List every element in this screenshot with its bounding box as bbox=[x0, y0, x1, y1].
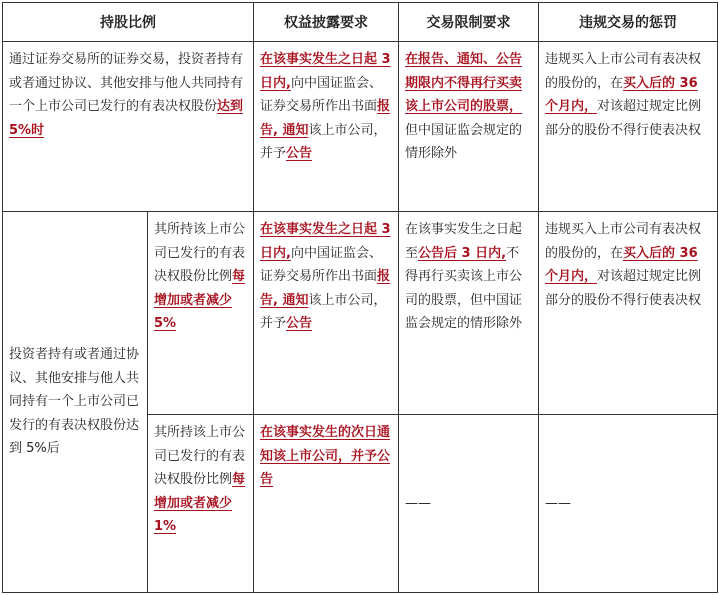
highlight-text: 报告, 通知 bbox=[260, 99, 391, 138]
highlight-text: 报告, 通知 bbox=[260, 269, 391, 308]
restriction-cell bbox=[399, 42, 539, 212]
body-text: 其所持该上市公司已发行的有表决权股份比例 bbox=[154, 222, 246, 284]
header-disclosure-requirement: 权益披露要求 bbox=[254, 3, 399, 42]
penalty-cell bbox=[539, 42, 718, 212]
highlight-text: 达到 5%时 bbox=[9, 99, 244, 138]
body-text: 该上市公司，并予 bbox=[260, 122, 387, 161]
body-text: 通过证券交易所的证券交易，投资者持有或者通过协议、其他安排与他人共同持有一个上市公司已发行的有表决权股份 bbox=[9, 52, 244, 114]
body-text: 对该超过规定比例部分的股份不得行使表决权 bbox=[545, 269, 702, 308]
disclosure-cell bbox=[254, 42, 399, 212]
body-text: 但中国证监会规定的情形除外 bbox=[405, 122, 523, 161]
ratio-cell bbox=[3, 42, 254, 212]
restriction-cell bbox=[399, 212, 539, 415]
disclosure-cell bbox=[254, 212, 399, 415]
highlight-text: 买入后的 36 个月内， bbox=[545, 245, 698, 284]
disclosure-cell bbox=[254, 415, 399, 593]
header-shareholding-ratio: 持股比例 bbox=[3, 3, 254, 42]
regulation-table bbox=[2, 2, 718, 593]
highlight-text: 每增加或者减少 5% bbox=[154, 269, 246, 331]
highlight-text: 公告 bbox=[286, 316, 313, 331]
restriction-cell: —— bbox=[399, 415, 539, 593]
highlight-text: 公告 bbox=[286, 146, 313, 161]
body-text: 违规买入上市公司有表决权的股份的，在 bbox=[545, 222, 702, 261]
body-text: 其所持该上市公司已发行的有表决权股份比例 bbox=[154, 425, 246, 487]
header-trading-restriction: 交易限制要求 bbox=[399, 3, 539, 42]
penalty-cell bbox=[539, 212, 718, 415]
header-row bbox=[3, 3, 718, 42]
highlight-text: 公告后 3 日内, bbox=[418, 245, 507, 261]
body-text: 向中国证监会、证券交易所作出书面 bbox=[260, 245, 382, 284]
ratio-main-cell: 投资者持有或者通过协议、其他安排与他人共同持有一个上市公司已发行的有表决权股份达到 5%后 bbox=[3, 212, 148, 593]
body-text: 向中国证监会、证券交易所作出书面 bbox=[260, 75, 382, 114]
highlight-text: 在该事实发生的次日通知该上市公司，并予公告 bbox=[260, 425, 391, 487]
ratio-sub-cell bbox=[148, 415, 254, 593]
highlight-text: 在报告、通知、公告期限内不得再行买卖该上市公司的股票， bbox=[405, 52, 523, 114]
highlight-text: 在该事实发生之日起 3 日内, bbox=[260, 52, 391, 91]
ratio-sub-cell bbox=[148, 212, 254, 415]
table-row bbox=[3, 212, 718, 415]
highlight-text: 买入后的 36 个月内， bbox=[545, 75, 698, 114]
body-text: 对该超过规定比例部分的股份不得行使表决权 bbox=[545, 99, 702, 138]
header-violation-penalty: 违规交易的惩罚 bbox=[539, 3, 718, 42]
highlight-text: 在该事实发生之日起 3 日内, bbox=[260, 222, 391, 261]
body-text: 违规买入上市公司有表决权的股份的，在 bbox=[545, 52, 702, 91]
body-text: 不得再行买卖该上市公司的股票，但中国证监会规定的情形除外 bbox=[405, 245, 523, 331]
body-text: 该上市公司，并予 bbox=[260, 292, 387, 331]
body-text: 在该事实发生之日起至 bbox=[405, 222, 523, 261]
penalty-cell: —— bbox=[539, 415, 718, 593]
table-row bbox=[3, 42, 718, 212]
highlight-text: 每增加或者减少 1% bbox=[154, 472, 246, 534]
